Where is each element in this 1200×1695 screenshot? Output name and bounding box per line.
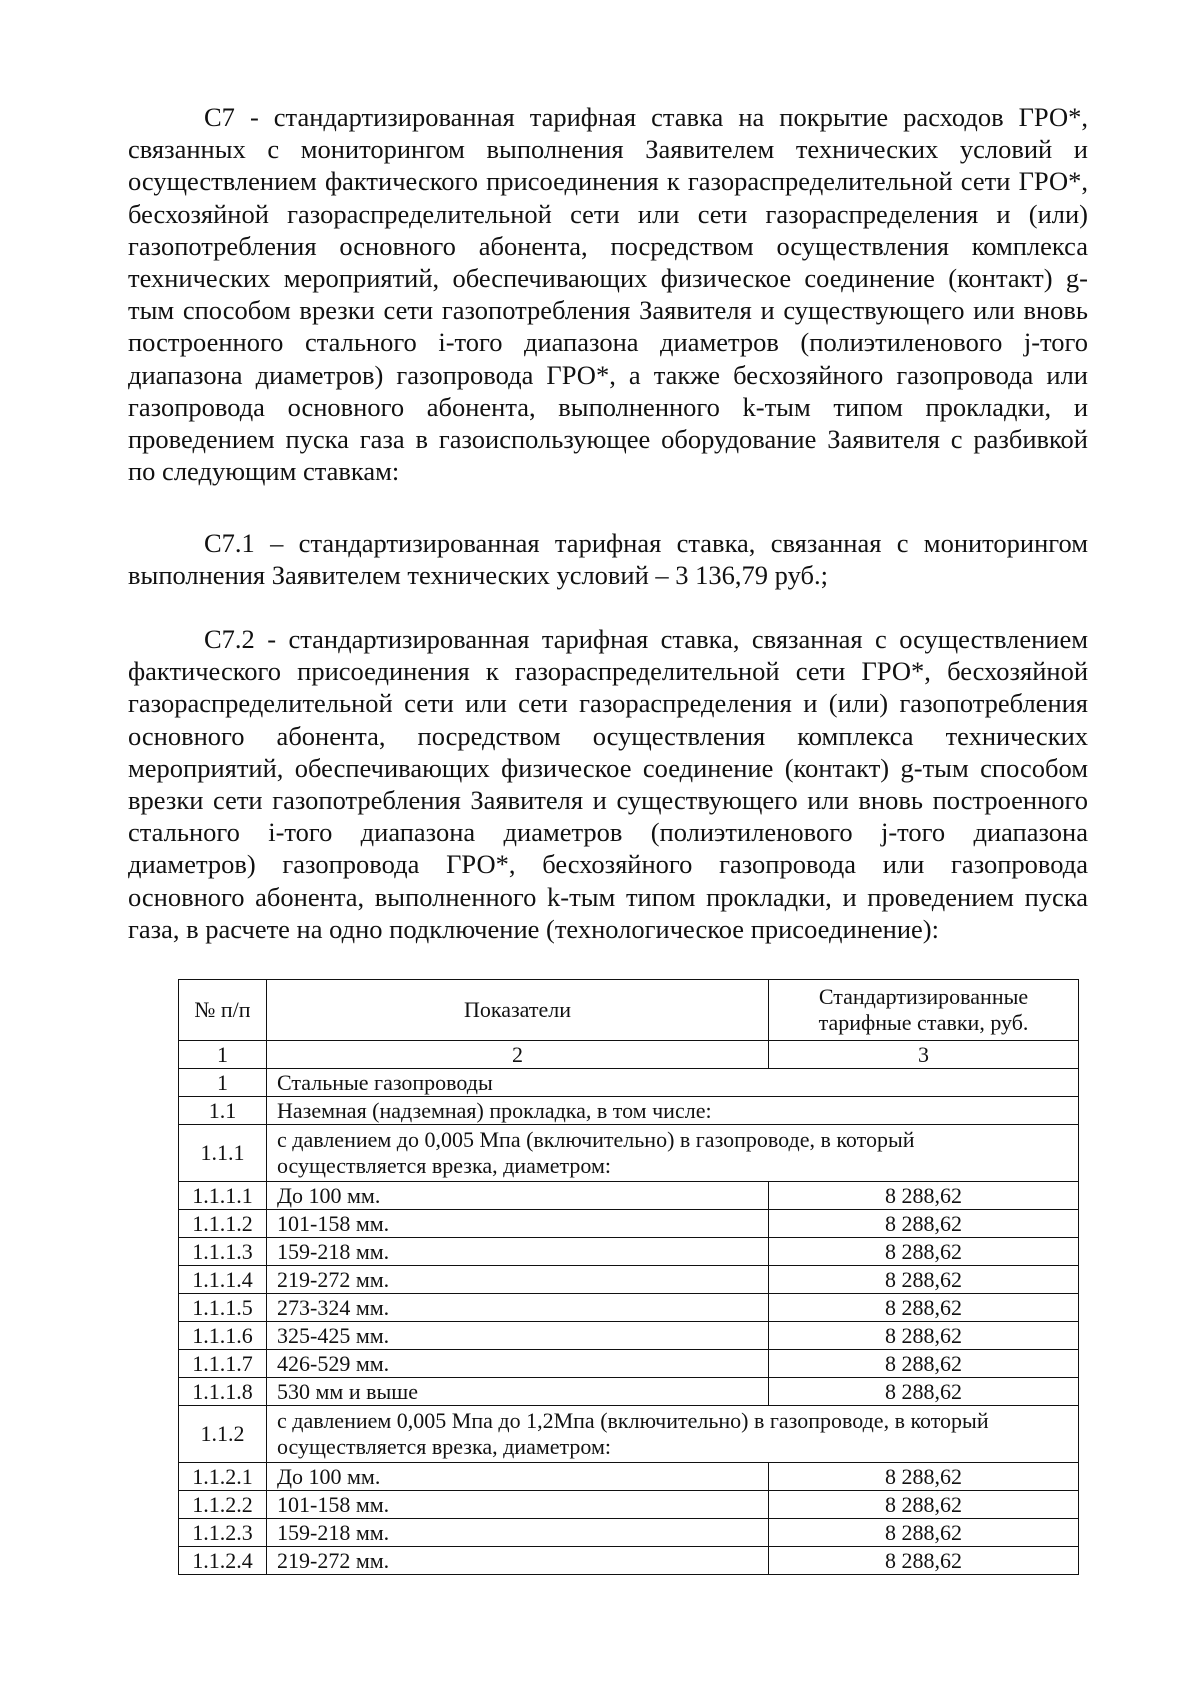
row-number: 1.1.1 [179, 1125, 267, 1182]
row-rate-value: 8 288,62 [769, 1491, 1079, 1519]
row-number: 1.1.1.8 [179, 1378, 267, 1406]
table-row [179, 1350, 1079, 1378]
col-number-2: 2 [267, 1041, 769, 1069]
table-section-row [179, 1406, 1079, 1463]
row-label: 219-272 мм. [267, 1266, 769, 1294]
table-row [179, 1547, 1079, 1575]
paragraph-c7: С7 - стандартизированная тарифная ставка на покрытие расходов ГРО*, связанных с мониторингом выполнения Заявителем технических условий и осуществлением фактического присоединения к газораспределительной сети ГРО*, бесхозяйной газораспределительной сети или сети газораспределения и (или) газопотребления основного абонента, посредством осуществления комплекса технических мероприятий, обеспечивающих физическое соединение (контакт) g-тым способом врезки сети газопотребления Заявителя и существующего или вновь построенного стального i-того диапазона диаметров (полиэтиленового j-того диапазона диаметров) газопровода ГРО*, а также бесхозяйного газопровода или газопровода основного абонента, выполненного k-тым типом прокладки, и проведением пуска газа в газоиспользующее оборудование Заявителя с разбивкой по следующим ставкам: [128, 102, 1088, 487]
row-rate-value: 8 288,62 [769, 1519, 1079, 1547]
row-number: 1.1.1.2 [179, 1210, 267, 1238]
table-section-row [179, 1097, 1079, 1125]
table-row [179, 1238, 1079, 1266]
row-label: с давлением 0,005 Мпа до 1,2Мпа (включительно) в газопроводе, в который осуществляется врезка, диаметром: [267, 1406, 1079, 1463]
paragraph-c7-2: С7.2 - стандартизированная тарифная ставка, связанная с осуществлением фактического присоединения к газораспределительной сети ГРО*, бесхозяйной газораспределительной сети или сети газораспределения и (или) газопотребления основного абонента, посредством осуществления комплекса технических мероприятий, обеспечивающих физическое соединение (контакт) g-тым способом врезки сети газопотребления Заявителя и существующего или вновь построенного стального i-того диапазона диаметров (полиэтиленового j-того диапазона диаметров) газопровода ГРО*, бесхозяйного газопровода или газопровода основного абонента, выполненного k-тым типом прокладки, и проведением пуска газа, в расчете на одно подключение (технологическое присоединение): [128, 624, 1088, 944]
row-rate-value: 8 288,62 [769, 1238, 1079, 1266]
table-row [179, 1378, 1079, 1406]
row-rate-value: 8 288,62 [769, 1294, 1079, 1322]
row-rate-value: 8 288,62 [769, 1322, 1079, 1350]
row-rate-value: 8 288,62 [769, 1182, 1079, 1210]
table-section-row [179, 1125, 1079, 1182]
table-row [179, 1210, 1079, 1238]
tariff-rates-table [178, 979, 1079, 1575]
row-label: Стальные газопроводы [267, 1069, 1079, 1097]
column-number-row [179, 1041, 1079, 1069]
row-number: 1.1.2.1 [179, 1463, 267, 1491]
header-num: № п/п [179, 980, 267, 1041]
row-number: 1.1.1.7 [179, 1350, 267, 1378]
table-row [179, 1519, 1079, 1547]
row-number: 1.1.2.3 [179, 1519, 267, 1547]
row-label: 101-158 мм. [267, 1210, 769, 1238]
row-number: 1 [179, 1069, 267, 1097]
row-label: 159-218 мм. [267, 1238, 769, 1266]
table-header-row [179, 980, 1079, 1041]
header-rates: Стандартизированные тарифные ставки, руб. [769, 980, 1079, 1041]
table-row [179, 1463, 1079, 1491]
row-rate-value: 8 288,62 [769, 1463, 1079, 1491]
row-number: 1.1.1.4 [179, 1266, 267, 1294]
row-rate-value: 8 288,62 [769, 1210, 1079, 1238]
row-number: 1.1 [179, 1097, 267, 1125]
row-number: 1.1.1.5 [179, 1294, 267, 1322]
row-label: 273-324 мм. [267, 1294, 769, 1322]
row-rate-value: 8 288,62 [769, 1266, 1079, 1294]
row-label: До 100 мм. [267, 1182, 769, 1210]
row-number: 1.1.2.4 [179, 1547, 267, 1575]
row-label: 530 мм и выше [267, 1378, 769, 1406]
table-row [179, 1294, 1079, 1322]
row-number: 1.1.2.2 [179, 1491, 267, 1519]
row-number: 1.1.2 [179, 1406, 267, 1463]
col-number-1: 1 [179, 1041, 267, 1069]
row-number: 1.1.1.6 [179, 1322, 267, 1350]
col-number-3: 3 [769, 1041, 1079, 1069]
row-label: 219-272 мм. [267, 1547, 769, 1575]
row-label: с давлением до 0,005 Мпа (включительно) в газопроводе, в который осуществляется врезка, диаметром: [267, 1125, 1079, 1182]
row-number: 1.1.1.1 [179, 1182, 267, 1210]
row-label: 426-529 мм. [267, 1350, 769, 1378]
row-label: 101-158 мм. [267, 1491, 769, 1519]
row-number: 1.1.1.3 [179, 1238, 267, 1266]
header-indicators: Показатели [267, 980, 769, 1041]
table-row [179, 1266, 1079, 1294]
table-section-row [179, 1069, 1079, 1097]
row-rate-value: 8 288,62 [769, 1378, 1079, 1406]
table-row [179, 1491, 1079, 1519]
table-row [179, 1182, 1079, 1210]
row-rate-value: 8 288,62 [769, 1547, 1079, 1575]
row-label: 159-218 мм. [267, 1519, 769, 1547]
paragraph-c7-1: С7.1 – стандартизированная тарифная ставка, связанная с мониторингом выполнения Заявителем технических условий – 3 136,79 руб.; [128, 528, 1088, 591]
row-label: До 100 мм. [267, 1463, 769, 1491]
row-label: 325-425 мм. [267, 1322, 769, 1350]
row-label: Наземная (надземная) прокладка, в том числе: [267, 1097, 1079, 1125]
row-rate-value: 8 288,62 [769, 1350, 1079, 1378]
table-row [179, 1322, 1079, 1350]
